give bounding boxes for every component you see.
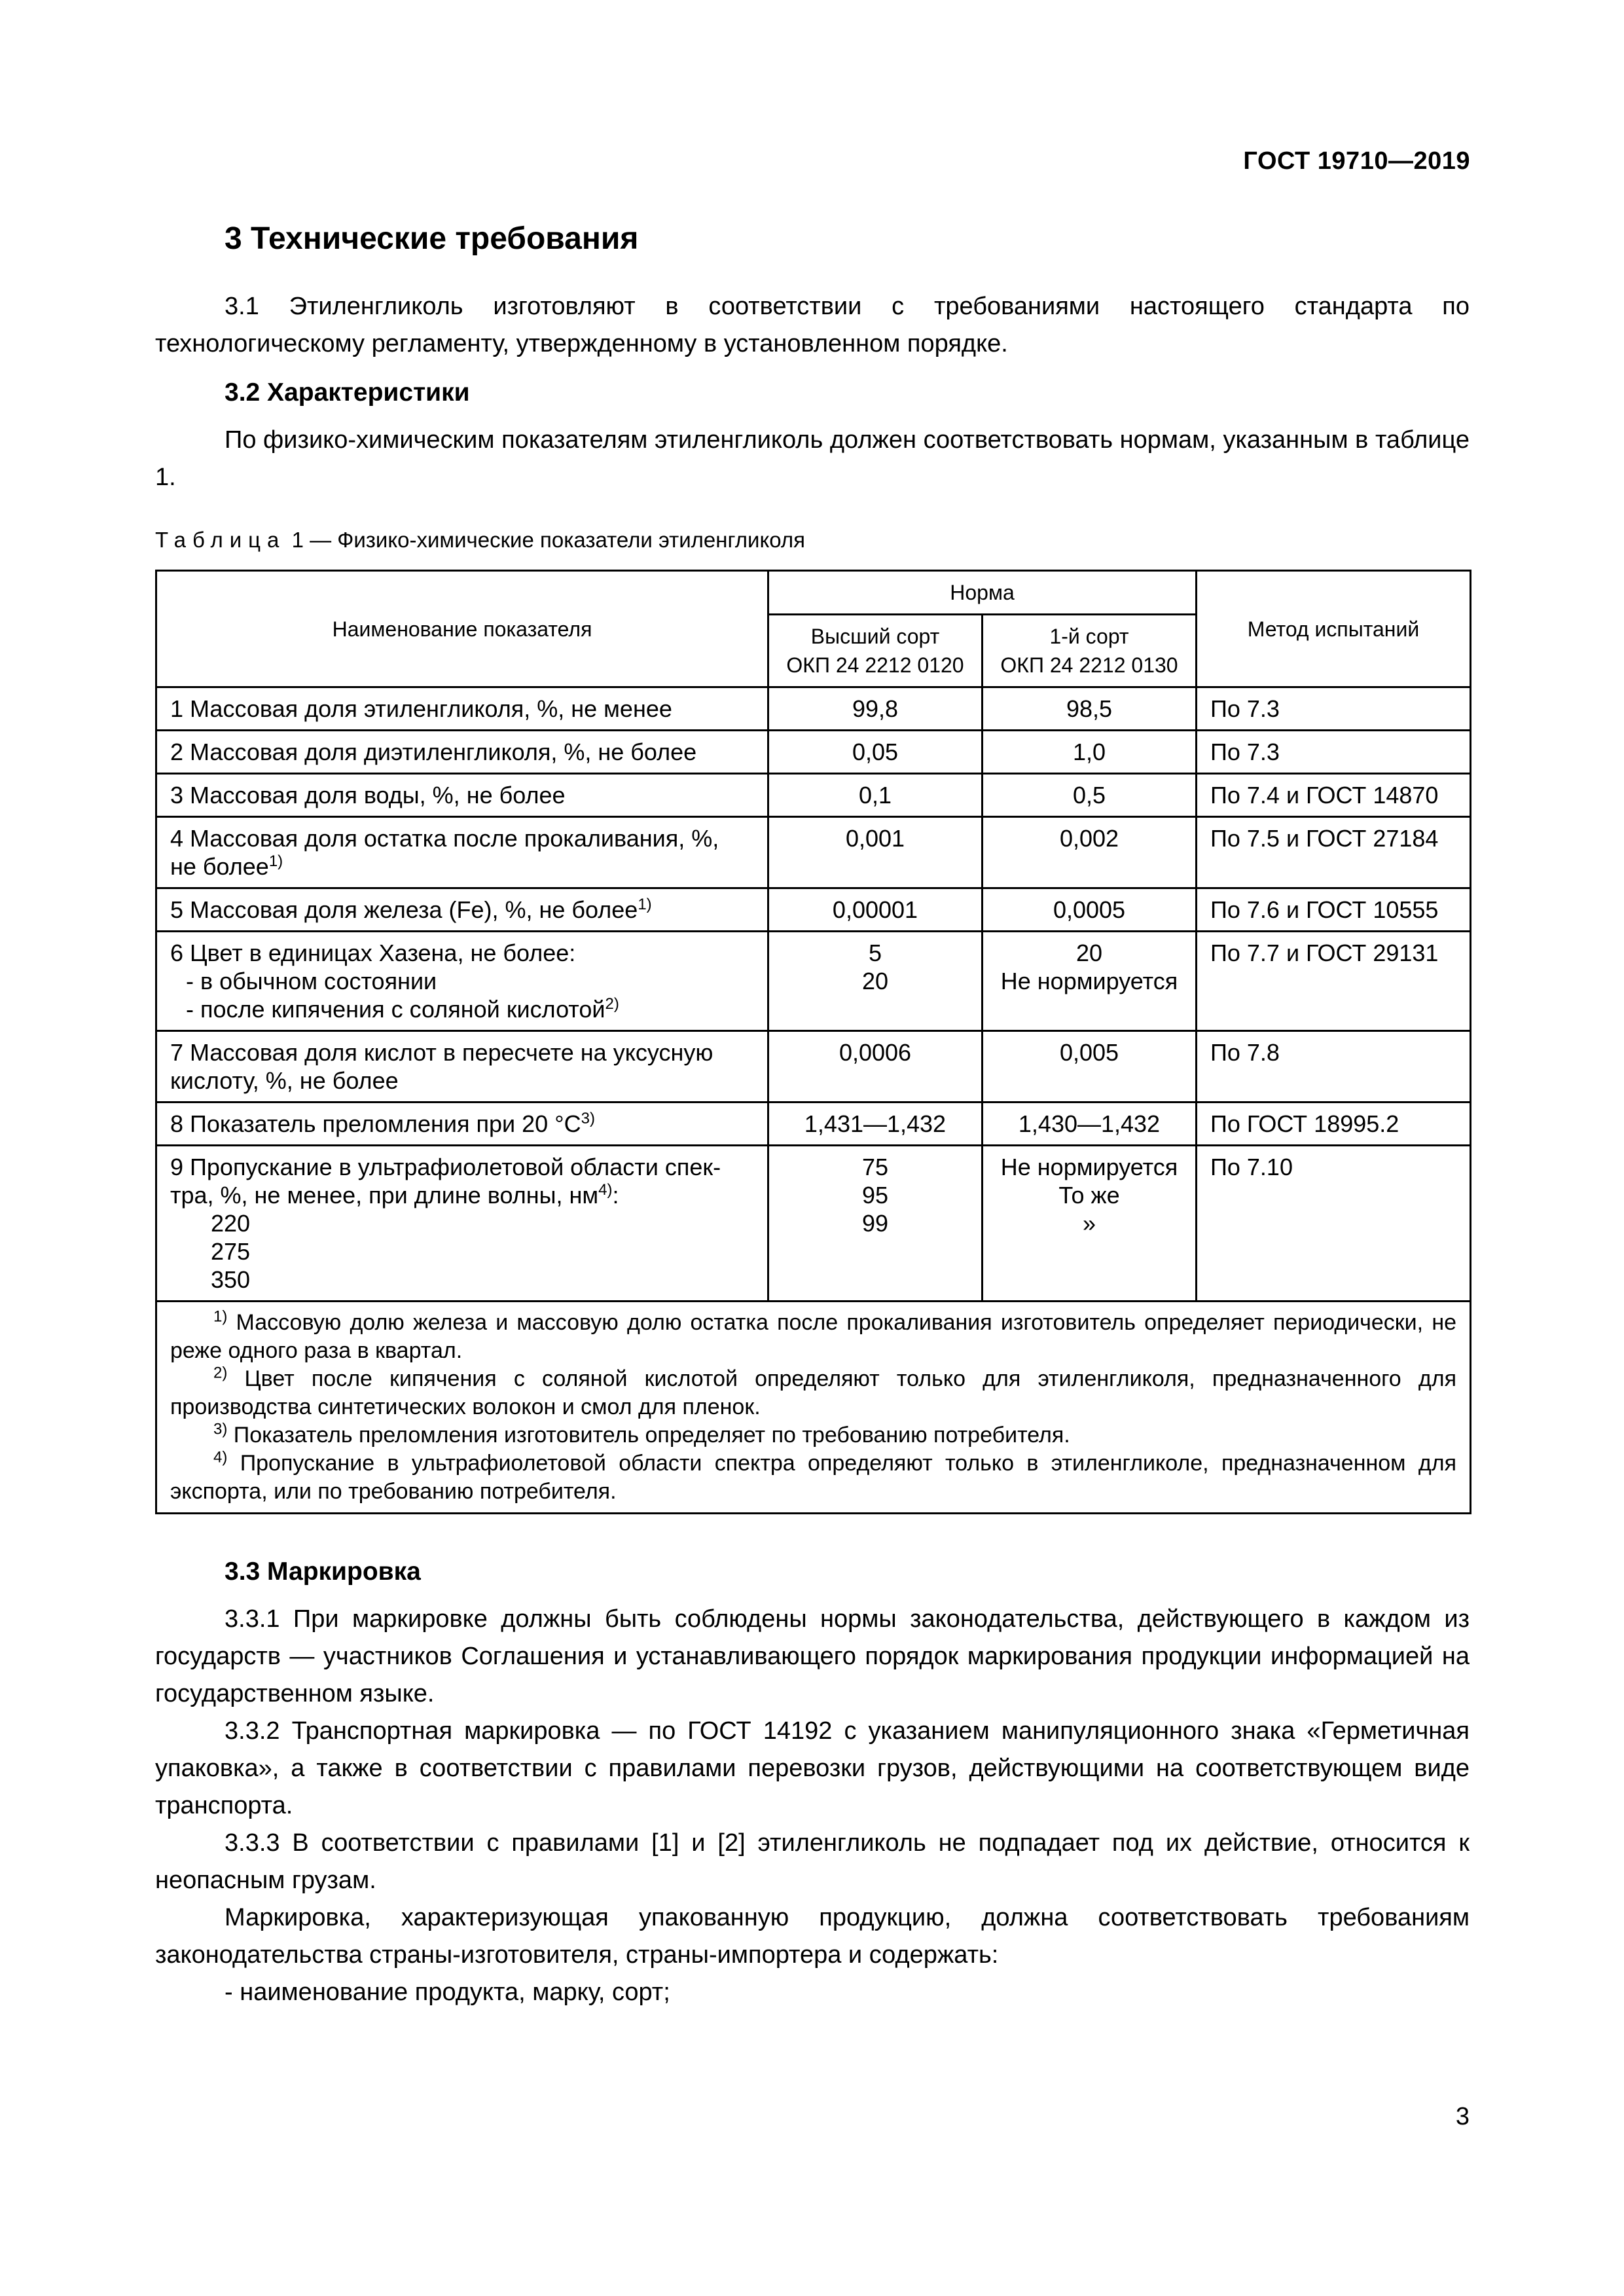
row-name-line: 9 Пропускание в ультрафиолетовой области спек- — [170, 1154, 721, 1180]
row-grade-premium: 1,431—1,432 — [768, 1102, 983, 1146]
row-grade-first: 0,0005 — [983, 888, 1197, 932]
row-name-tail: : — [612, 1182, 619, 1209]
row-name: 3 Массовая доля воды, %, не более — [156, 774, 768, 817]
value-line: Не нормируется — [1000, 968, 1178, 994]
header-grade-premium — [768, 615, 983, 687]
doc-code-header: ГОСТ 19710—2019 — [1243, 147, 1470, 175]
row-sub-text: - после кипячения с соляной кислотой — [186, 996, 605, 1023]
row-grade-premium: 0,05 — [768, 731, 983, 774]
row-name: 1 Массовая доля этиленгликоля, %, не менее — [156, 687, 768, 731]
table-caption-label: Таблица — [155, 528, 286, 552]
row-name-text: 5 Массовая доля железа (Fe), %, не более — [170, 896, 638, 923]
header-grade-first — [983, 615, 1197, 687]
row-name — [156, 1102, 768, 1146]
footnote-ref: 1) — [638, 896, 652, 913]
value-line: Не нормируется — [1000, 1154, 1178, 1180]
row-grade-first: 0,5 — [983, 774, 1197, 817]
row-name-line — [170, 852, 754, 881]
footnote-ref: 4) — [598, 1181, 613, 1199]
wavelength-value: 220 — [211, 1210, 251, 1237]
row-grade-first: 98,5 — [983, 687, 1197, 731]
header-norm: Норма — [768, 571, 1197, 615]
header-method: Метод испытаний — [1197, 571, 1471, 687]
paragraph-3-2: По физико-химическим показателям этиленгликоль должен соответствовать нормам, указанным в таблице 1. — [155, 426, 1470, 491]
row-name — [156, 817, 768, 888]
note-mark: 2) — [213, 1364, 228, 1382]
table-header-row — [156, 571, 1471, 615]
table-caption — [155, 524, 1470, 556]
table-row — [156, 774, 1471, 817]
paragraph-3-3-1: 3.3.1 При маркировке должны быть соблюдены нормы законодательства, действующего в каждом из государств — участников Соглашения и устанавливающего порядок маркирования продукции информацией на государственном языке. — [155, 1605, 1470, 1707]
row-method: По 7.5 и ГОСТ 27184 — [1197, 817, 1471, 888]
note-text: Массовую долю железа и массовую долю остатка после прокаливания изготовитель определяет периодически, не реже одного раза в квартал. — [170, 1310, 1456, 1363]
value-line: То же — [1058, 1182, 1120, 1209]
row-name-text: тра, %, не менее, при длине волны, нм — [170, 1182, 599, 1209]
paragraph-3-1: 3.1 Этиленгликоль изготовляют в соответствии с требованиями настоящего стандарта по технологическому регламенту, утвержденному в установленном порядке. — [155, 293, 1470, 357]
row-grade-premium: 0,001 — [768, 817, 983, 888]
row-grade-premium: 0,00001 — [768, 888, 983, 932]
row-name: 2 Массовая доля диэтиленгликоля, %, не более — [156, 731, 768, 774]
row-name — [156, 1031, 768, 1102]
value-line: 5 — [868, 939, 882, 966]
value-line: 20 — [1075, 939, 1103, 966]
value-line: 75 — [861, 1154, 889, 1180]
grade-first-name: 1-й сорт — [1049, 625, 1129, 648]
table-note — [170, 1365, 1456, 1421]
header-name: Наименование показателя — [156, 571, 768, 687]
footnote-ref: 1) — [268, 852, 283, 870]
row-name — [156, 1146, 768, 1302]
table-note — [170, 1421, 1456, 1449]
row-grade-first — [983, 1146, 1197, 1302]
list-item: - наименование продукта, марку, сорт; — [225, 1978, 670, 2006]
row-method: По 7.4 и ГОСТ 14870 — [1197, 774, 1471, 817]
row-method: По 7.10 — [1197, 1146, 1471, 1302]
row-method: По 7.8 — [1197, 1031, 1471, 1102]
value-line: » — [1082, 1210, 1096, 1237]
row-sub-line: - в обычном состоянии — [186, 968, 437, 994]
row-method: По 7.7 и ГОСТ 29131 — [1197, 932, 1471, 1031]
note-text: Пропускание в ультрафиолетовой области спектра определяют только в этиленгликоле, предназначенном для экспорта, или по требованию потребителя. — [170, 1451, 1456, 1504]
value-line: 99 — [861, 1210, 889, 1237]
row-name-line: 4 Массовая доля остатка после прокаливания, %, — [170, 825, 719, 852]
footnote-ref: 3) — [581, 1110, 595, 1127]
note-mark: 1) — [213, 1307, 228, 1326]
row-grade-premium — [768, 1146, 983, 1302]
row-grade-premium: 99,8 — [768, 687, 983, 731]
row-name-text: 8 Показатель преломления при 20 °С — [170, 1110, 581, 1137]
value-line: 20 — [861, 968, 889, 994]
row-method: По 7.6 и ГОСТ 10555 — [1197, 888, 1471, 932]
row-name — [156, 932, 768, 1031]
row-name-line: кислоту, %, не более — [170, 1067, 399, 1094]
row-grade-premium: 0,0006 — [768, 1031, 983, 1102]
row-method: По 7.3 — [1197, 687, 1471, 731]
table-notes — [156, 1302, 1471, 1514]
table-row — [156, 932, 1471, 1031]
subsection-3-2-title: 3.2 Характеристики — [225, 378, 470, 407]
characteristics-table — [155, 570, 1471, 1514]
note-text: Показатель преломления изготовитель определяет по требованию потребителя. — [233, 1423, 1070, 1448]
row-method: По ГОСТ 18995.2 — [1197, 1102, 1471, 1146]
row-grade-first: 0,002 — [983, 817, 1197, 888]
table-note — [170, 1309, 1456, 1365]
grade-premium-name: Высший сорт — [810, 625, 940, 648]
table-row — [156, 1102, 1471, 1146]
row-grade-first: 1,430—1,432 — [983, 1102, 1197, 1146]
table-row — [156, 731, 1471, 774]
row-method: По 7.3 — [1197, 731, 1471, 774]
row-name-line: 6 Цвет в единицах Хазена, не более: — [170, 939, 576, 966]
row-name-text: не более — [170, 853, 269, 880]
table-note — [170, 1449, 1456, 1506]
row-name-line — [170, 1181, 754, 1209]
section-title: 3 Технические требования — [225, 221, 639, 256]
subsection-3-3-title: 3.3 Маркировка — [225, 1558, 421, 1586]
row-grade-premium — [768, 932, 983, 1031]
note-mark: 3) — [213, 1420, 228, 1438]
wavelength-value: 275 — [211, 1238, 251, 1265]
note-mark: 4) — [213, 1448, 228, 1467]
value-line: 95 — [861, 1182, 889, 1209]
paragraph-3-3-2: 3.3.2 Транспортная маркировка — по ГОСТ 14192 с указанием манипуляционного знака «Герметичная упаковка», а также в соответствии с правилами перевозки грузов, действующими на соответствующем виде транспорта. — [155, 1717, 1470, 1819]
paragraph-3-3-3: 3.3.3 В соответствии с правилами [1] и [2] этиленгликоль не подпадает под их действие, относится к неопасным грузам. — [155, 1829, 1470, 1894]
table-row — [156, 687, 1471, 731]
table-caption-text: 1 — Физико-химические показатели этиленгликоля — [291, 528, 806, 552]
wavelength-value: 350 — [211, 1266, 251, 1293]
row-grade-first: 1,0 — [983, 731, 1197, 774]
grade-premium-code: ОКП 24 2212 0120 — [786, 653, 964, 677]
page-content — [155, 216, 1470, 2011]
table-row — [156, 817, 1471, 888]
table-row — [156, 888, 1471, 932]
row-name — [156, 888, 768, 932]
row-grade-first: 0,005 — [983, 1031, 1197, 1102]
table-notes-row — [156, 1302, 1471, 1514]
paragraph-marking-requirements: Маркировка, характеризующая упакованную продукцию, должна соответствовать требованиям законодательства страны-изготовителя, страны-импортера и содержать: — [155, 1904, 1470, 1969]
row-name-line: 7 Массовая доля кислот в пересчете на уксусную — [170, 1039, 713, 1066]
grade-first-code: ОКП 24 2212 0130 — [1000, 653, 1178, 677]
page-number: 3 — [1455, 2103, 1470, 2130]
table-row — [156, 1031, 1471, 1102]
footnote-ref: 2) — [605, 995, 619, 1013]
row-grade-first — [983, 932, 1197, 1031]
note-text: Цвет после кипячения с соляной кислотой определяют только для этиленгликоля, предназначенного для производства синтетических волокон и смол для пленок. — [170, 1366, 1456, 1419]
table-row — [156, 1146, 1471, 1302]
row-sub-line — [170, 995, 754, 1023]
row-grade-premium: 0,1 — [768, 774, 983, 817]
